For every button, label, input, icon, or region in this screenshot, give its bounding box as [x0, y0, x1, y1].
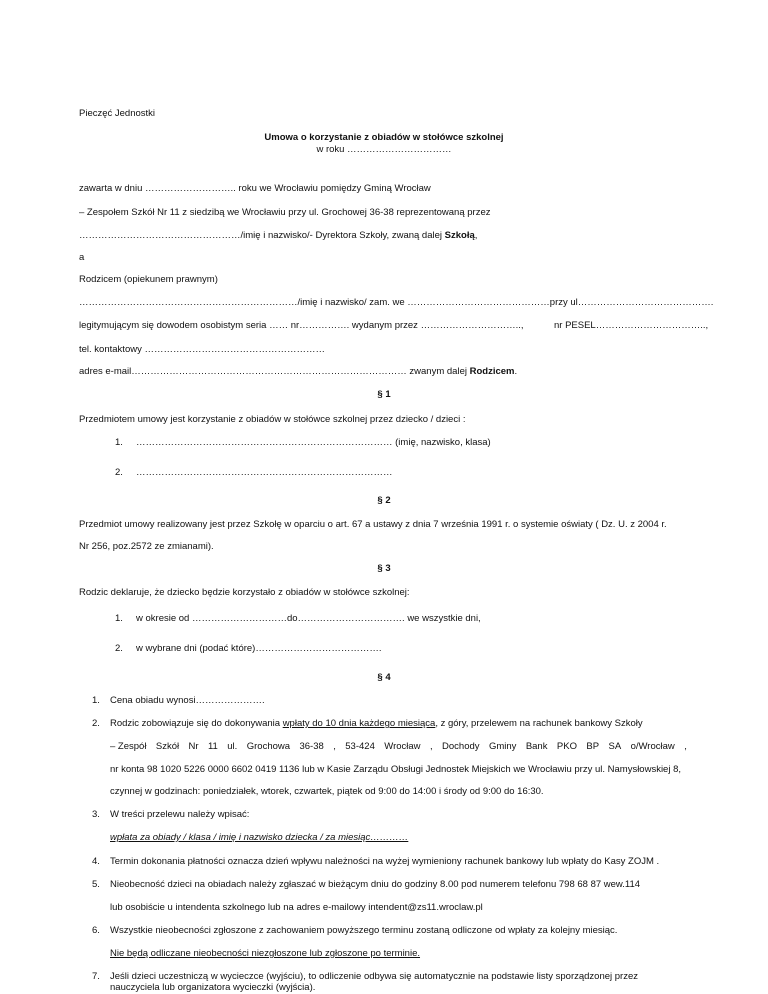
email-line [79, 366, 517, 378]
parent-name-line: ……………………………………………………………/imię i nazwisko/ zam. we ………………………………………przy ul……………………………………. [79, 297, 714, 308]
phone-line: tel. kontaktowy ………………………………………………… [79, 344, 325, 355]
section-3-text: Rodzic deklaruje, że dziecko będzie korzystało z obiadów w stołówce szkolnej: [79, 587, 410, 598]
s4-p6-text: Wszystkie nieobecności zgłoszone z zachowaniem powyższego terminu zostaną odliczone od wpłaty za kolejny miesiąc. [110, 925, 618, 936]
document-title-text: Umowa o korzystanie z obiadów w stołówce szkolnej [264, 132, 504, 143]
school-term: Szkołą [444, 230, 475, 241]
year-line: w roku …………………………… [316, 144, 452, 155]
bank-line-word: , [684, 741, 687, 752]
section-3-heading [0, 563, 768, 575]
s4-p6-note [110, 948, 420, 960]
section-2-heading-text: § 2 [377, 495, 391, 506]
s1-item-1-text: ……………………………………………………………………… (imię, nazwisko, klasa) [136, 437, 491, 448]
s4-p7-num: 7. [92, 971, 100, 982]
bank-line-word: 36-38 [299, 741, 324, 752]
s1-item-1-num: 1. [115, 437, 123, 448]
s4-p1-num: 1. [92, 695, 100, 706]
bank-line-word: o/Wrocław [630, 741, 675, 752]
bank-line-word: , [333, 741, 336, 752]
id-line-left: legitymującym się dowodem osobistym seria …… nr……………. wydanym przez ………………………….., [79, 320, 524, 331]
school-line: – Zespołem Szkół Nr 11 z siedzibą we Wrocławiu przy ul. Grochowej 36-38 reprezentowaną przez [79, 207, 491, 218]
bank-line-word: Grochowa [246, 741, 291, 752]
s4-p5-num: 5. [92, 879, 100, 890]
s4-p4-num: 4. [92, 856, 100, 867]
conjunction-a: a [79, 252, 85, 263]
account-line: nr konta 98 1020 5226 0000 6602 0419 1136 lub w Kasie Zarządu Obsługi Jednostek Miejskich we Wrocławiu przy ul. Namysłowskiej 8, [110, 764, 682, 775]
director-line [79, 230, 477, 242]
bank-line-word: Dochody [442, 741, 480, 752]
s4-p3-num: 3. [92, 809, 100, 820]
bank-line-word: 53-424 [345, 741, 375, 752]
section-2-heading [0, 495, 768, 507]
s4-p2-line-1 [110, 718, 643, 730]
email-punct: . [514, 366, 518, 377]
s1-item-2-num: 2. [115, 467, 123, 478]
s3-item-2-text: w wybrane dni (podać które)…………………………………. [136, 643, 382, 654]
s4-p2-text-a: Rodzic zobowiązuje się do dokonywania [110, 718, 283, 729]
bank-line-word: Bank [525, 741, 548, 752]
bank-address-line [110, 741, 687, 753]
bank-line-word: BP [586, 741, 600, 752]
s4-p5-line-1: Nieobecność dzieci na obiadach należy zgłaszać w bieżącym dniu do godziny 8.00 pod numerem telefonu 798 68 87 wew.114 [110, 879, 641, 890]
section-3-heading-text: § 3 [377, 563, 391, 574]
s3-item-1-text: w okresie od …………………………do……………………………. we wszystkie dni, [136, 613, 481, 624]
section-1-heading-text: § 1 [377, 389, 391, 400]
s4-p2-text-b: , z góry, przelewem na rachunek bankowy Szkoły [435, 718, 643, 729]
hours-line: czynnej w godzinach: poniedziałek, wtorek, czwartek, piątek od 9:00 do 14:00 i środy od 9:00 do 16:30. [110, 786, 544, 797]
s3-item-2-num: 2. [115, 643, 123, 654]
bank-line-word: ul. [227, 741, 238, 752]
section-1-text: Przedmiotem umowy jest korzystanie z obiadów w stołówce szkolnej przez dziecko / dzieci : [79, 414, 466, 425]
bank-line-word: 11 [207, 741, 218, 752]
bank-line-word: Szkół [155, 741, 180, 752]
bank-line-word: , [429, 741, 433, 752]
bank-line-word: Gminy [488, 741, 517, 752]
section-2-line-2: Nr 256, poz.2572 ze zmianami). [79, 541, 214, 552]
email-text: adres e-mail…………………………………………………………………………… zwanym dalej [79, 366, 470, 377]
transfer-title-template [110, 832, 408, 844]
transfer-title-text: wpłata za obiady / klasa / imię i nazwisko dziecka / za miesiąc………… [110, 832, 409, 843]
s4-p2-num: 2. [92, 718, 100, 729]
section-4-heading-text: § 4 [377, 672, 391, 683]
s4-p6-num: 6. [92, 925, 100, 936]
stamp-label: Pieczęć Jednostki [79, 108, 156, 119]
bank-line-word: – Zespół [110, 741, 147, 752]
s4-p3-text: W treści przelewu należy wpisać: [110, 809, 250, 820]
bank-line-word: Nr [188, 741, 199, 752]
pesel-line: nr PESEL…………………………….., [554, 320, 709, 331]
s4-p5-line-2: lub osobiście u intendenta szkolnego lub na adres e-mailowy intendent@zs11.wroclaw.pl [110, 902, 483, 913]
parent-term: Rodzicem [469, 366, 515, 377]
s4-p7-line-1: Jeśli dzieci uczestniczą w wycieczce (wyjściu), to odliczenie odbywa się automatycznie na podstawie listy sporządzonej przez [110, 971, 639, 982]
director-text: ……………………………………………/imię i nazwisko/- Dyrektora Szkoły, zwaną dalej [79, 230, 445, 241]
s4-p4-text: Termin dokonania płatności oznacza dzień wpływu należności na wyżej wymieniony rachunek bankowy lub wpłaty do Kasy ZOJM . [110, 856, 660, 867]
section-1-heading [0, 389, 768, 401]
payment-deadline: wpłaty do 10 dnia każdego miesiąca [282, 718, 436, 729]
section-4-heading [0, 672, 768, 684]
bank-line-word: PKO [556, 741, 577, 752]
s4-p6-note-text: Nie będą odliczane nieobecności niezgłoszone lub zgłoszone po terminie. [110, 948, 421, 959]
director-punct: , [474, 230, 478, 241]
s4-p1-text: Cena obiadu wynosi…………………. [110, 695, 265, 706]
contract-date-line: zawarta w dniu ……………………….. roku we Wrocławiu pomiędzy Gminą Wrocław [79, 183, 431, 194]
parent-label: Rodzicem (opiekunem prawnym) [79, 274, 218, 285]
section-2-line-1: Przedmiot umowy realizowany jest przez Szkołę w oparciu o art. 67 a ustawy z dnia 7 września 1991 r. o systemie oświaty ( Dz. U. z 2004 r. [79, 519, 667, 530]
s4-p7-line-2: nauczyciela lub organizatora wycieczki (wyjścia). [110, 982, 316, 993]
s1-item-2-text: ……………………………………………………………………… [136, 467, 393, 478]
bank-line-word: Wrocław [384, 741, 421, 752]
s3-item-1-num: 1. [115, 613, 123, 624]
bank-line-word: SA [608, 741, 622, 752]
document-title [0, 132, 768, 144]
